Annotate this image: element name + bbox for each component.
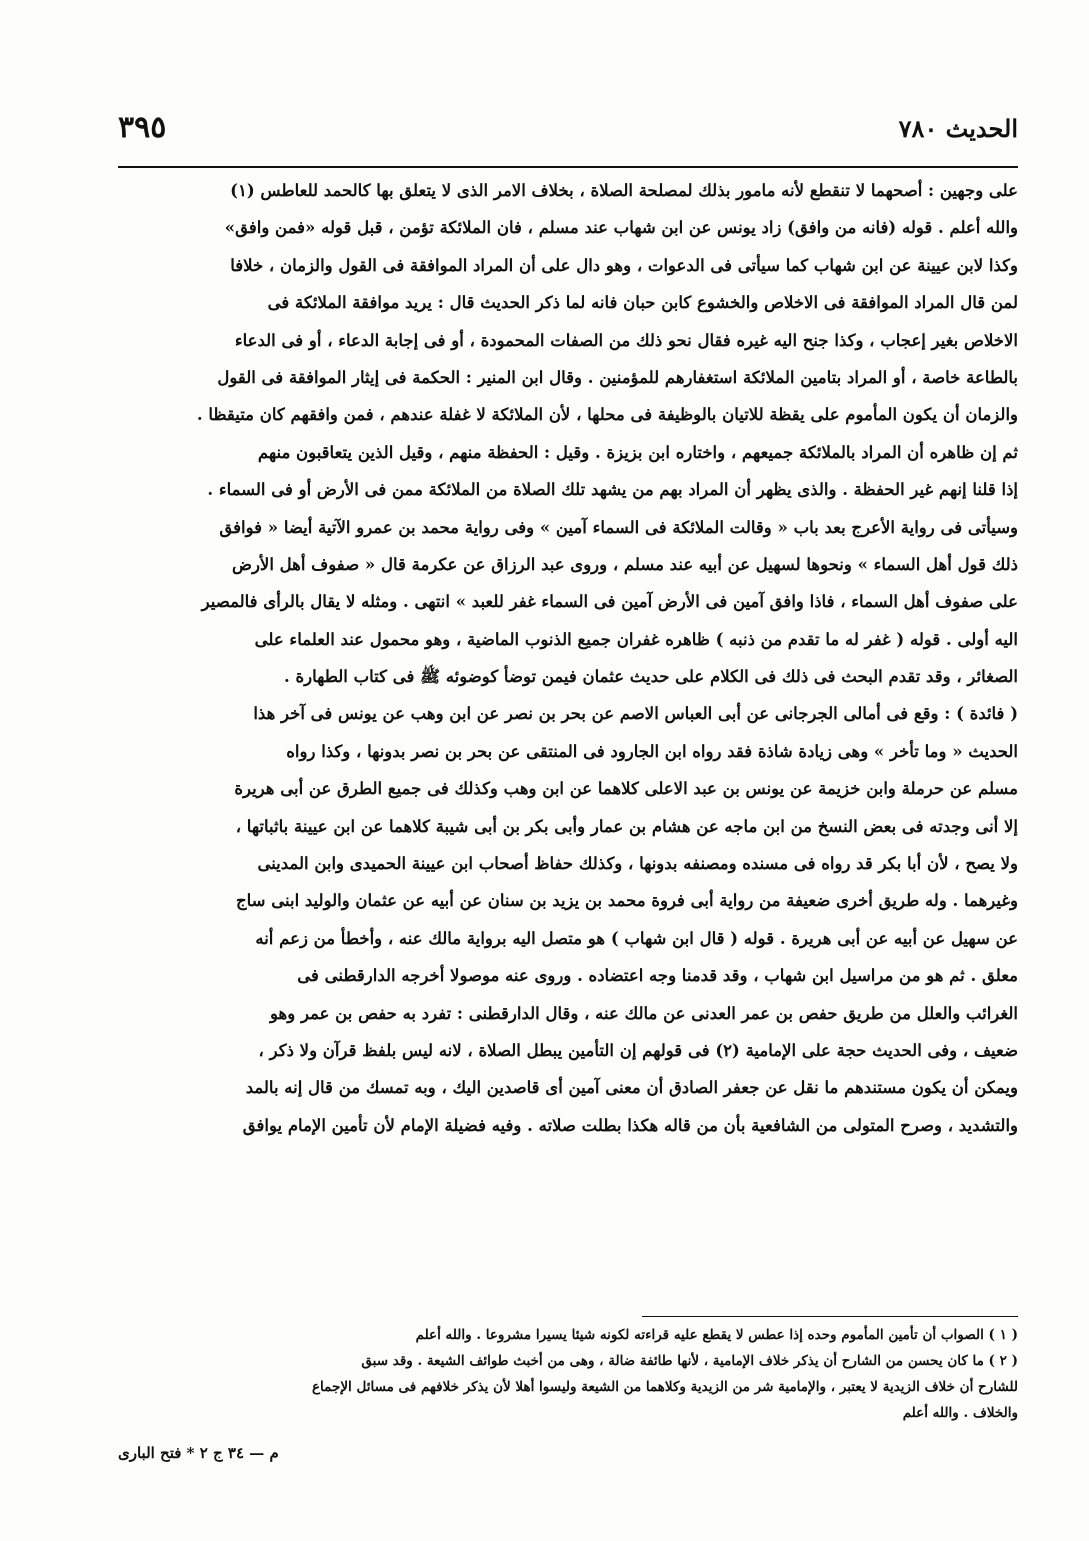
main-text xyxy=(118,172,1018,1144)
footnote-line: ( ١ ) الصواب أن تأمين المأموم وحده إذا عطس لا يقطع عليه قراءته لكونه شيئا يسيرا مشروعا . والله أعلم xyxy=(415,1327,1018,1343)
page-header xyxy=(118,108,1018,160)
text-line: وكذا لابن عيينة عن ابن شهاب كما سيأتى فى الدعوات ، وهو دال على أن المراد الموافقة فى القول والزمان ، خلافا xyxy=(230,255,1018,275)
footnote-line: ( ٢ ) ما كان يحسن من الشارح أن يذكر خلاف الإمامية ، لأنها طائفة ضالة ، وهى من أخبث طوائف الشيعة . وقد سبق xyxy=(361,1353,1018,1369)
hadith-number-label: الحديث ٧٨٠ xyxy=(898,114,1018,143)
footnotes xyxy=(118,1322,1018,1426)
text-line: الصغائر ، وقد تقدم البحث فى ذلك فى الكلام على حديث عثمان فيمن توضأ كوضوئه ﷺ فى كتاب الطهارة . xyxy=(284,667,1018,687)
text-line: وغيرهما . وله طريق أخرى ضعيفة من رواية أبى فروة محمد بن يزيد بن سنان عن أبيه عن عثمان والوليد ابنى ساج xyxy=(236,891,1018,911)
page-footer xyxy=(118,1444,1018,1474)
text-line: معلق . ثم هو من مراسيل ابن شهاب ، وقد قدمنا وجه اعتضاده . وروى عنه موصولا أخرجه الدارقطنى فى xyxy=(297,966,1018,986)
text-line: الغرائب والعلل من طريق حفص بن عمر العدنى عن مالك عنه ، وقال الدارقطنى : تفرد به حفص بن عمر وهو xyxy=(270,1003,1018,1023)
text-line: إذا قلنا إنهم غير الحفظة . والذى يظهر أن المراد بهم من يشهد تلك الصلاة من الملائكة ممن فى الأرض أو فى السماء . xyxy=(207,480,1018,500)
text-line: وسيأتى فى رواية الأعرج بعد باب « وقالت الملائكة فى السماء آمين » وفى رواية محمد بن عمرو الآتية أيضا « فوافق xyxy=(219,517,1018,537)
text-line: الحديث « وما تأخر » وهى زيادة شاذة فقد رواه ابن الجارود فى المنتقى عن بحر بن نصر بدونها ، وكذا رواه xyxy=(286,741,1018,761)
text-line: مسلم عن حرملة وابن خزيمة عن يونس بن عبد الاعلى كلاهما عن ابن وهب وكذلك فى جميع الطرق عن أبى هريرة xyxy=(234,779,1018,799)
text-line: والله أعلم . قوله (فانه من وافق) زاد يونس عن ابن شهاب عند مسلم ، فان الملائكة تؤمن ، قبل قوله «فمن وافق» xyxy=(224,218,1018,238)
text-line: والزمان أن يكون المأموم على يقظة للاتيان بالوظيفة فى محلها ، لأن الملائكة لا غفلة عندهم ، فمن وافقهم كان متيقظا . xyxy=(196,405,1018,425)
text-line: ويمكن أن يكون مستندهم ما نقل عن جعفر الصادق أن معنى آمين أى قاصدين اليك ، وبه تمسك من قال إنه بالمد xyxy=(245,1078,1018,1098)
text-line: اليه أولى . قوله ( غفر له ما تقدم من ذنبه ) ظاهره غفران جميع الذنوب الماضية ، وهو محمول عند العلماء على xyxy=(254,629,1018,649)
footnote-line: للشارح أن خلاف الزيدية لا يعتبر ، والإمامية شر من الزيدية وكلاهما من الشيعة وليسوا أهلا لأن يذكر خلافهم فى مسائل الإجماع xyxy=(312,1379,1018,1395)
text-line: على صفوف أهل السماء ، فاذا وافق آمين فى الأرض آمين فى السماء غفر للعبد » انتهى . ومثله لا يقال بالرأى فالمصير xyxy=(201,592,1018,612)
text-line: ضعيف ، وفى الحديث حجة على الإمامية (٢) فى قولهم إن التأمين يبطل الصلاة ، لانه ليس بلفظ قرآن ولا ذكر ، xyxy=(258,1040,1018,1060)
text-line: عن سهيل عن أبيه عن أبى هريرة . قوله ( قال ابن شهاب ) هو متصل اليه برواية مالك عنه ، وأخطأ من زعم أنه xyxy=(255,928,1018,948)
page-number: ٣٩٥ xyxy=(118,110,167,145)
footnote-line: والخلاف . والله أعلم xyxy=(902,1405,1018,1421)
text-line: لمن قال المراد الموافقة فى الاخلاص والخشوع كابن حبان فانه لما ذكر الحديث قال : يريد موافقة الملائكة فى xyxy=(267,293,1018,313)
text-line: بالطاعة خاصة ، أو المراد بتامين الملائكة استغفارهم للمؤمنين . وقال ابن المنير : الحكمة فى إيثار الموافقة فى القول xyxy=(217,367,1018,387)
text-line: على وجهين : أصحهما لا تنقطع لأنه مامور بذلك لمصلحة الصلاة ، بخلاف الامر الذى لا يتعلق بها كالحمد للعاطس (١) xyxy=(230,181,1018,200)
text-line: ذلك قول أهل السماء » ونحوها لسهيل عن أبيه عند مسلم ، وروى عبد الرزاق عن عكرمة قال « صفوف أهل الأرض xyxy=(232,554,1018,574)
text-line: ولا يصح ، لأن أبا بكر قد رواه فى مسنده ومصنفه بدونها ، وكذلك حفاظ أصحاب ابن عيينة الحميدى وابن المدينى xyxy=(257,854,1018,874)
printer-signature: م — ٣٤ ج ٢ * فتح البارى xyxy=(118,1444,279,1462)
text-line: والتشديد ، وصرح المتولى من الشافعية بأن من قاله هكذا بطلت صلاته . وفيه فضيلة الإمام لأن تأمين الإمام يوافق xyxy=(242,1115,1018,1135)
text-line: الاخلاص بغير إعجاب ، وكذا جنح اليه غيره فقال نحو ذلك من الصفات المحمودة ، أو فى إجابة الدعاء ، أو فى الدعاء xyxy=(234,330,1018,350)
header-divider xyxy=(118,166,1018,168)
text-line: إلا أنى وجدته فى بعض النسخ من ابن ماجه عن هشام بن عمار وأبى بكر بن أبى شيبة كلاهما عن ابن عيينة باثباتها ، xyxy=(235,816,1018,836)
text-line: ثم إن ظاهره أن المراد بالملائكة جميعهم ، واختاره ابن بزيزة . وقيل : الحفظة منهم ، وقيل الذين يتعاقبون منهم xyxy=(257,442,1018,462)
footnote-divider xyxy=(642,1316,1018,1317)
text-line: ( فائدة ) : وقع فى أمالى الجرجانى عن أبى العباس الاصم عن بحر بن نصر عن ابن وهب عن يونس فى آخر هذا xyxy=(253,704,1018,724)
